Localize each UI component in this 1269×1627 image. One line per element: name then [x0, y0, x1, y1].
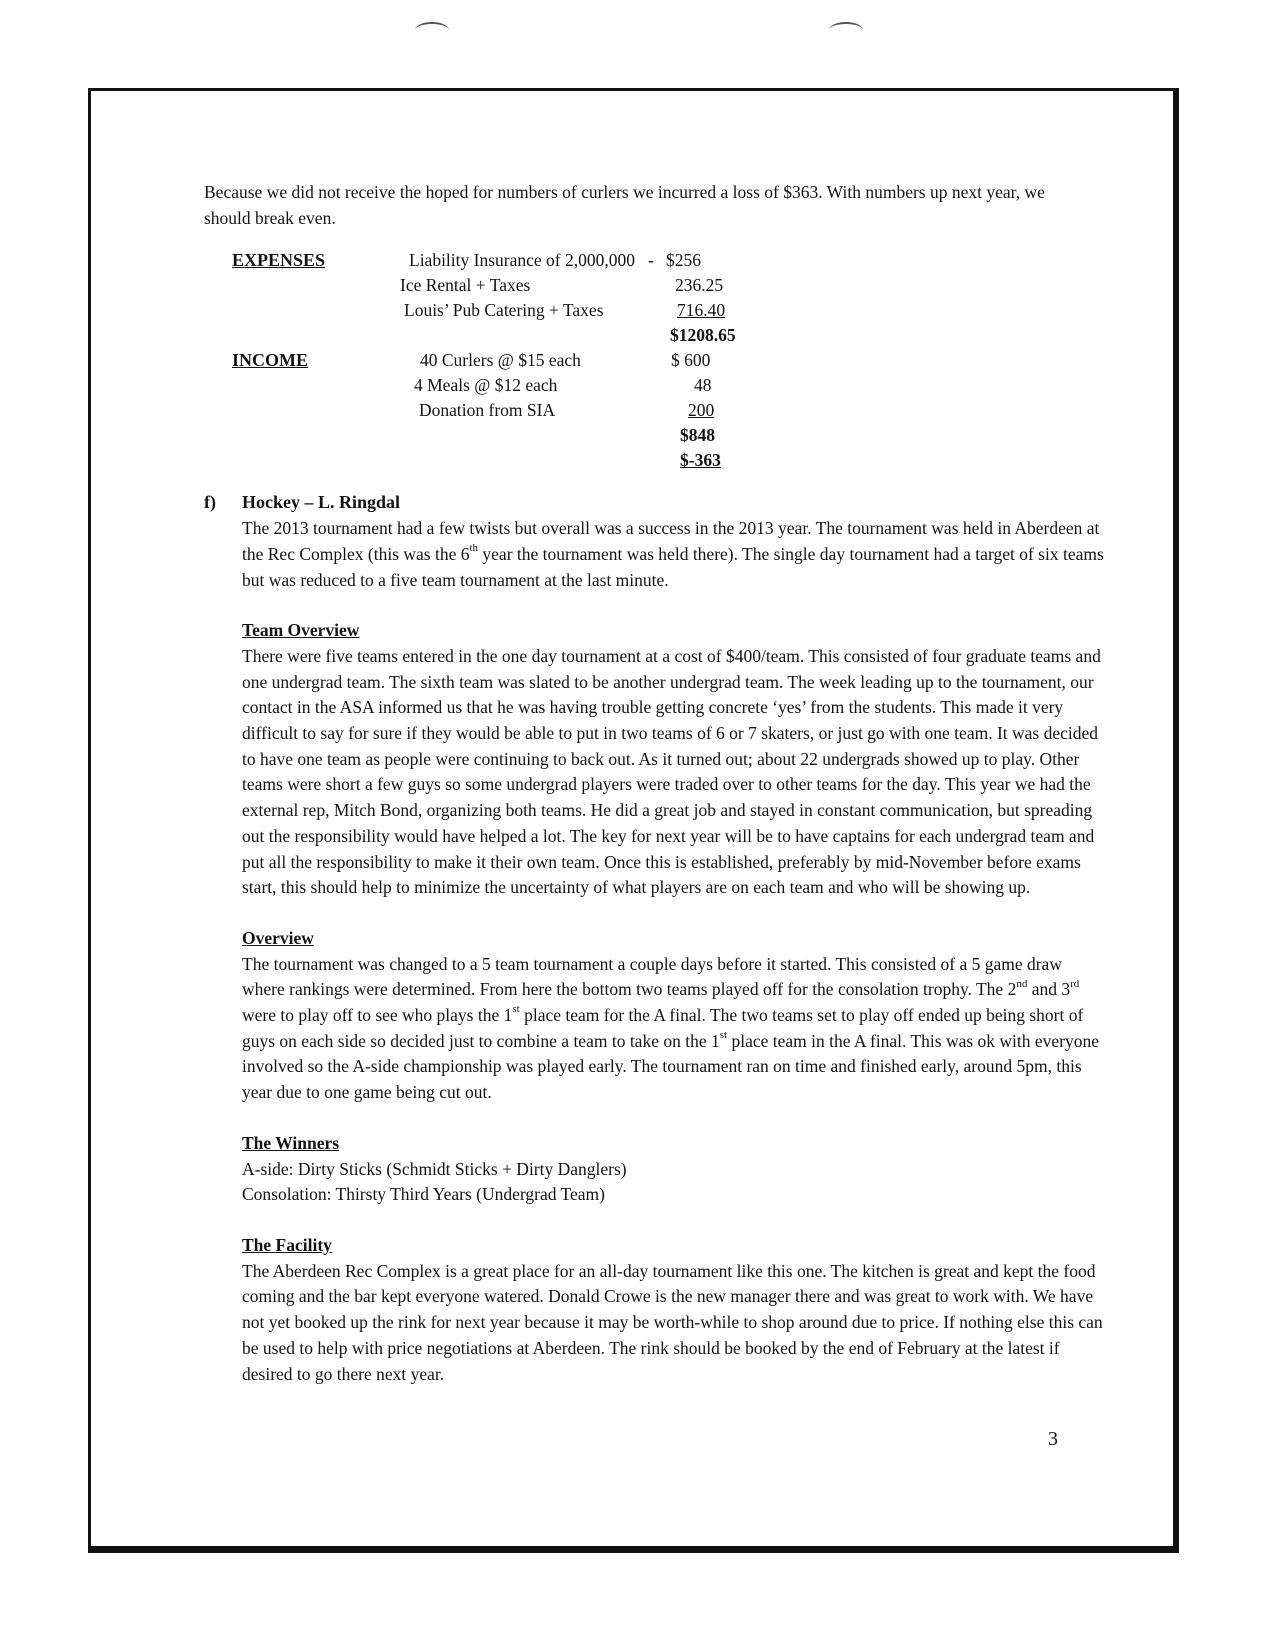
overview-heading: Overview: [242, 927, 314, 948]
team-overview-heading: Team Overview: [242, 620, 360, 641]
expense-amount: $256: [666, 250, 701, 271]
expense-dash: -: [648, 250, 654, 271]
net-result: $-363: [680, 450, 721, 471]
expense-amount: 716.40: [677, 300, 726, 321]
winner-line: Consolation: Thirsty Third Years (Undergrad Team): [242, 1184, 605, 1205]
team-overview-paragraph: There were five teams entered in the one day tournament at a cost of $400/team. This consisted of four graduate teams and one undergrad team. The sixth team was slated to be another undergrad team. The week leading up to the tournament, our contact in the ASA informed us that he was having trouble getting concrete ‘yes’ from the students. This made it very difficult to say for sure if they would be able to put in two teams of 6 or 7 skaters, or just go with one team. It was decided to have one team as people were continuing to back out. As it turned out; about 22 undergrads showed up to play. Other teams were short a few guys so some undergrad players were traded over to other teams for the day. This year we had the external rep, Mitch Bond, organizing both teams. He did a great job and stayed in constant communication, but spreading out the responsibility would have helped a lot. The key for next year will be to have captains for each undergrad team and put all the responsibility to make it their own team. Once this is established, preferably by mid-November before exams start, this should help to minimize the uncertainty of what players are on each team and who will be showing up.: [242, 645, 1101, 898]
expense-desc: Ice Rental + Taxes: [400, 275, 531, 296]
hockey-section: [204, 490, 1104, 1387]
income-desc: 40 Curlers @ $15 each: [420, 350, 581, 371]
income-amount: $ 600: [671, 350, 711, 371]
winners-heading: The Winners: [242, 1132, 340, 1153]
overview-paragraph: The tournament was changed to a 5 team tournament a couple days before it started. This consisted of a 5 game draw where rankings were determined. From here the bottom two teams played off for the consolation trophy. The 2nd and 3rd were to play off to see who plays the 1st place team for the A final. The two teams set to play off ended up being short of guys on each side so decided just to combine a team to take on the 1st place team in the A final. This was ok with everyone involved so the A-side championship was played early. The tournament ran on time and finished early, around 5pm, this year due to one game being cut out.: [242, 953, 1100, 1103]
section-title: Hockey – L. Ringdal: [242, 492, 401, 513]
document-body: [204, 180, 1104, 1387]
winner-line: A-side: Dirty Sticks (Schmidt Sticks + Dirty Danglers): [242, 1158, 627, 1179]
income-total: $848: [680, 425, 715, 446]
income-desc: Donation from SIA: [419, 400, 556, 421]
income-amount: 200: [688, 400, 715, 421]
income-amount: 48: [694, 375, 712, 396]
section-letter: f): [204, 492, 216, 513]
facility-paragraph: The Aberdeen Rec Complex is a great place for an all-day tournament like this one. The kitchen is great and kept the food coming and the bar kept everyone watered. Donald Crowe is the new manager there and was great to work with. We have not yet booked up the rink for next year because it may be worth-while to shop around due to price. If nothing else this can be used to help with price negotiations at Aberdeen. The rink should be booked by the end of February at the latest if desired to go there next year.: [242, 1260, 1103, 1384]
income-desc: 4 Meals @ $12 each: [414, 375, 558, 396]
expenses-label: EXPENSES: [232, 250, 326, 271]
finance-table: [204, 246, 1104, 474]
facility-heading: The Facility: [242, 1234, 332, 1255]
punch-hole-mark-right: [829, 22, 863, 38]
punch-hole-mark-left: [415, 22, 449, 38]
expense-desc: Liability Insurance of 2,000,000: [409, 250, 635, 271]
hockey-intro-paragraph: The 2013 tournament had a few twists but overall was a success in the 2013 year. The tournament was held in Aberdeen at the Rec Complex (this was the 6th year the tournament was held there). The single day tournament had a target of six teams but was reduced to a five team tournament at the last minute.: [242, 518, 1104, 590]
income-label: INCOME: [232, 350, 308, 371]
intro-paragraph: Because we did not receive the hoped for numbers of curlers we incurred a loss of $363. With numbers up next year, we should break even.: [204, 182, 1045, 228]
expense-amount: 236.25: [675, 275, 724, 296]
expense-desc: Louis’ Pub Catering + Taxes: [404, 300, 604, 321]
page-number: 3: [1048, 1428, 1058, 1450]
section-heading: [204, 490, 1104, 516]
expenses-total: $1208.65: [670, 325, 736, 346]
